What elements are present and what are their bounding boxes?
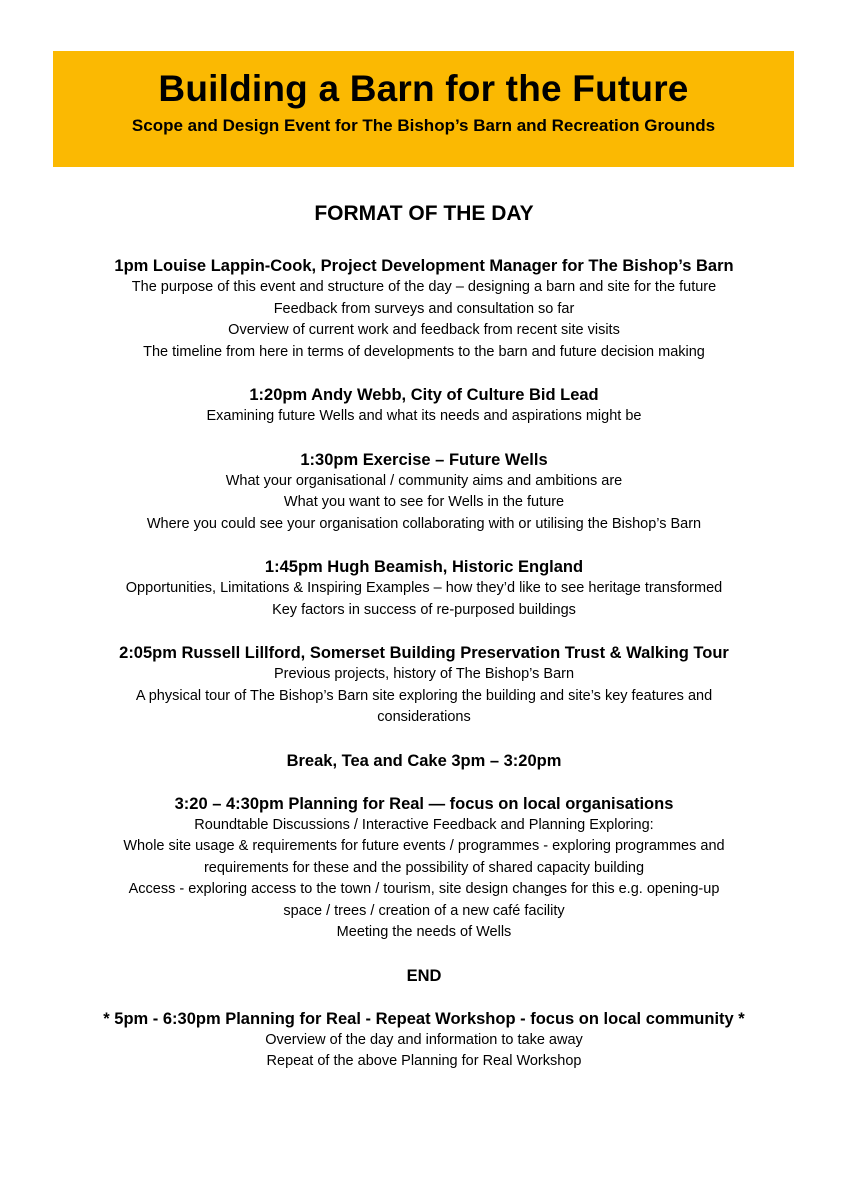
session-line: A physical tour of The Bishop’s Barn site exploring the building and site’s key features and [135,687,713,704]
session-line: Overview of the day and information to take away [265,1031,583,1048]
session-repeat [30,1008,818,1073]
agenda-list [30,255,818,1094]
session-title: 2:05pm Russell Lillford, Somerset Building Preservation Trust & Walking Tour [119,644,729,662]
session-line: Overview of current work and feedback from recent site visits [228,322,620,338]
session-4 [30,556,818,621]
session-line: Repeat of the above Planning for Real Workshop [266,1053,582,1069]
session-line: Examining future Wells and what its needs and aspirations might be [206,408,642,424]
session-line: Previous projects, history of The Bishop’s Barn [273,666,575,682]
format-heading: FORMAT OF THE DAY [314,202,534,225]
session-2 [30,384,818,428]
session-line: Whole site usage & requirements for future events / programmes - exploring programmes and [123,838,725,854]
session-line: Roundtable Discussions / Interactive Feedback and Planning Exploring: [194,816,654,833]
session-line: Opportunities, Limitations & Inspiring Examples – how they’d like to see heritage transformed [125,580,723,596]
session-line: Feedback from surveys and consultation so far [273,300,575,317]
session-title: 1:20pm Andy Webb, City of Culture Bid Lead [249,386,599,404]
session-break [30,750,818,772]
session-5 [30,642,818,729]
session-line: Access - exploring access to the town / tourism, site design changes for this e.g. opening-up [128,881,720,897]
session-title: 1pm Louise Lappin-Cook, Project Development Manager for The Bishop’s Barn [114,257,734,275]
event-title: Building a Barn for the Future [158,68,689,109]
title-banner [53,51,794,167]
session-line: Where you could see your organisation collaborating with or utilising the Bishop’s Barn [146,515,702,532]
session-line: The purpose of this event and structure of the day – designing a barn and site for the future [131,279,717,295]
session-title: 3:20 – 4:30pm Planning for Real — focus on local organisations [174,794,674,813]
session-line: What your organisational / community aims and ambitions are [225,472,623,489]
session-title: 1:30pm Exercise – Future Wells [300,450,548,469]
session-line: space / trees / creation of a new café facility [283,902,565,919]
session-line: considerations [377,709,471,725]
session-line: What you want to see for Wells in the future [283,494,565,510]
session-line: requirements for these and the possibility of shared capacity building [203,859,645,876]
session-line: Key factors in success of re-purposed buildings [272,601,576,618]
event-subtitle: Scope and Design Event for The Bishop’s Barn and Recreation Grounds [131,116,716,135]
session-line: The timeline from here in terms of developments to the barn and future decision making [143,343,705,360]
session-6 [30,793,818,944]
session-title: * 5pm - 6:30pm Planning for Real - Repeat Workshop - focus on local community * [103,1009,745,1028]
end-label: END [406,966,442,985]
session-title: Break, Tea and Cake 3pm – 3:20pm [286,751,562,770]
session-3 [30,449,818,536]
session-1 [30,255,818,363]
session-title: 1:45pm Hugh Beamish, Historic England [264,558,584,576]
session-line: Meeting the needs of Wells [336,924,512,940]
